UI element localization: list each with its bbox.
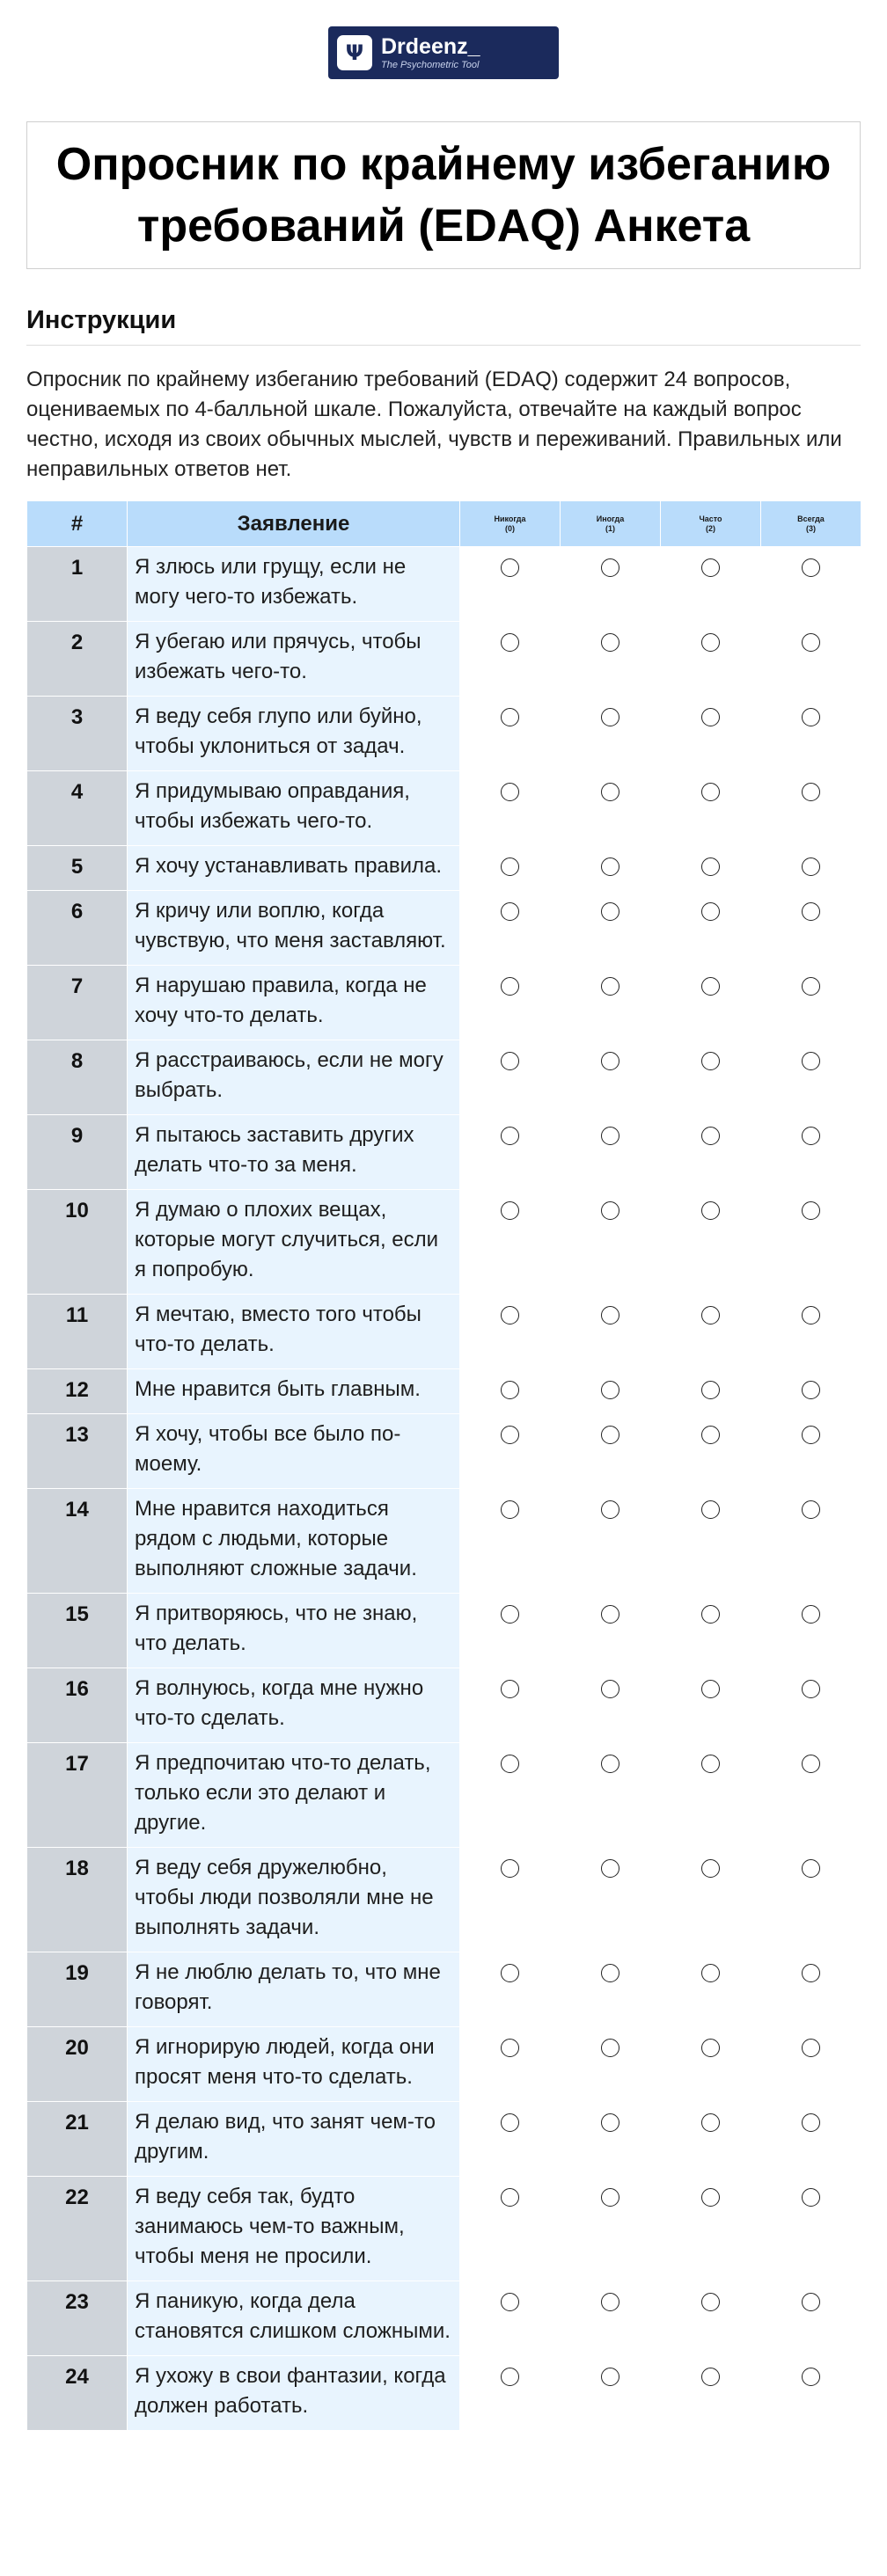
table-row (27, 846, 861, 891)
question-statement: Я расстраиваюсь, если не могу выбрать. (128, 1040, 460, 1115)
answer-cell (661, 1743, 761, 1848)
answer-radio[interactable] (501, 2188, 519, 2207)
question-number: 5 (27, 846, 128, 891)
answer-cell (761, 2027, 861, 2102)
answer-radio[interactable] (802, 1755, 820, 1773)
answer-cell (661, 846, 761, 891)
table-row (27, 1848, 861, 1952)
answer-cell (460, 1190, 561, 1295)
answer-cell (761, 697, 861, 771)
answer-cell (561, 2177, 661, 2281)
answer-radio[interactable] (501, 2039, 519, 2057)
answer-cell (661, 2102, 761, 2177)
answer-cell (761, 771, 861, 846)
answer-radio[interactable] (601, 1964, 619, 1982)
answer-cell (460, 1115, 561, 1190)
answer-cell (460, 547, 561, 622)
answer-radio[interactable] (802, 1605, 820, 1624)
answer-radio[interactable] (701, 633, 720, 652)
question-statement: Я веду себя так, будто занимаюсь чем-то важным, чтобы меня не просили. (128, 2177, 460, 2281)
answer-cell (561, 846, 661, 891)
question-statement: Я волнуюсь, когда мне нужно что-то сделать. (128, 1668, 460, 1743)
answer-cell (460, 771, 561, 846)
answer-radio[interactable] (701, 558, 720, 577)
answer-cell (661, 2027, 761, 2102)
answer-cell (561, 1668, 661, 1743)
logo-area (26, 0, 861, 121)
table-row (27, 697, 861, 771)
instructions-heading: Инструкции (26, 303, 861, 346)
table-row (27, 1414, 861, 1489)
answer-radio[interactable] (802, 1859, 820, 1878)
answer-radio[interactable] (802, 558, 820, 577)
table-row (27, 2102, 861, 2177)
answer-radio[interactable] (701, 1201, 720, 1220)
question-statement: Я веду себя глупо или буйно, чтобы уклониться от задач. (128, 697, 460, 771)
answer-radio[interactable] (701, 1306, 720, 1324)
answer-radio[interactable] (501, 708, 519, 726)
answer-cell (661, 547, 761, 622)
answer-cell (460, 1489, 561, 1594)
answer-radio[interactable] (601, 1755, 619, 1773)
answer-cell (460, 2102, 561, 2177)
answer-cell (460, 1295, 561, 1369)
table-row (27, 1952, 861, 2027)
answer-radio[interactable] (701, 2368, 720, 2386)
answer-radio[interactable] (501, 2113, 519, 2132)
answer-cell (661, 1115, 761, 1190)
table-header-row (27, 501, 861, 547)
answer-cell (561, 966, 661, 1040)
answer-radio[interactable] (701, 1127, 720, 1145)
answer-cell (561, 1848, 661, 1952)
answer-radio[interactable] (601, 1680, 619, 1698)
answer-radio[interactable] (701, 2113, 720, 2132)
answer-radio[interactable] (701, 857, 720, 876)
question-statement: Я нарушаю правила, когда не хочу что-то делать. (128, 966, 460, 1040)
answer-radio[interactable] (601, 558, 619, 577)
column-header-option: Всегда (3) (761, 501, 861, 547)
table-row (27, 2177, 861, 2281)
answer-cell (561, 1190, 661, 1295)
answer-radio[interactable] (601, 2293, 619, 2311)
table-row (27, 2281, 861, 2356)
answer-cell (661, 697, 761, 771)
question-number: 20 (27, 2027, 128, 2102)
answer-cell (761, 2102, 861, 2177)
answer-radio[interactable] (802, 2113, 820, 2132)
table-row (27, 547, 861, 622)
answer-cell (561, 622, 661, 697)
question-number: 17 (27, 1743, 128, 1848)
answer-radio[interactable] (701, 1755, 720, 1773)
table-row (27, 1295, 861, 1369)
answer-cell (561, 547, 661, 622)
answer-cell (561, 1115, 661, 1190)
column-header-number: # (27, 501, 128, 547)
answer-radio[interactable] (802, 1426, 820, 1444)
answer-radio[interactable] (701, 1680, 720, 1698)
answer-cell (460, 966, 561, 1040)
question-statement: Я мечтаю, вместо того чтобы что-то делать. (128, 1295, 460, 1369)
answer-radio[interactable] (802, 633, 820, 652)
answer-radio[interactable] (802, 1680, 820, 1698)
answer-radio[interactable] (601, 977, 619, 996)
answer-radio[interactable] (701, 1605, 720, 1624)
question-number: 14 (27, 1489, 128, 1594)
question-statement: Я предпочитаю что-то делать, только если это делают и другие. (128, 1743, 460, 1848)
answer-cell (761, 1369, 861, 1414)
answer-cell (460, 1952, 561, 2027)
answer-radio[interactable] (601, 2188, 619, 2207)
answer-cell (561, 2356, 661, 2431)
question-number: 7 (27, 966, 128, 1040)
answer-radio[interactable] (701, 2188, 720, 2207)
table-row (27, 891, 861, 966)
question-statement: Я пытаюсь заставить других делать что-то за меня. (128, 1115, 460, 1190)
answer-radio[interactable] (501, 1859, 519, 1878)
table-row (27, 771, 861, 846)
answer-radio[interactable] (501, 1052, 519, 1070)
answer-cell (661, 1414, 761, 1489)
answer-cell (761, 1668, 861, 1743)
answer-radio[interactable] (802, 2188, 820, 2207)
answer-radio[interactable] (501, 902, 519, 921)
answer-radio[interactable] (601, 708, 619, 726)
answer-cell (661, 891, 761, 966)
answer-radio[interactable] (601, 1426, 619, 1444)
answer-radio[interactable] (802, 2293, 820, 2311)
answer-cell (761, 846, 861, 891)
answer-cell (661, 2356, 761, 2431)
answer-radio[interactable] (701, 902, 720, 921)
answer-cell (460, 1369, 561, 1414)
answer-cell (761, 547, 861, 622)
question-statement: Я убегаю или прячусь, чтобы избежать чего-то. (128, 622, 460, 697)
question-number: 11 (27, 1295, 128, 1369)
answer-radio[interactable] (802, 857, 820, 876)
answer-radio[interactable] (601, 857, 619, 876)
answer-cell (561, 1594, 661, 1668)
answer-cell (761, 891, 861, 966)
question-statement: Я кричу или воплю, когда чувствую, что меня заставляют. (128, 891, 460, 966)
answer-cell (661, 1594, 761, 1668)
answer-radio[interactable] (501, 558, 519, 577)
answer-cell (460, 2281, 561, 2356)
answer-radio[interactable] (501, 1964, 519, 1982)
answer-cell (561, 2281, 661, 2356)
answer-cell (561, 1369, 661, 1414)
answer-radio[interactable] (601, 783, 619, 801)
question-number: 19 (27, 1952, 128, 2027)
answer-cell (460, 1848, 561, 1952)
answer-cell (661, 1952, 761, 2027)
answer-radio[interactable] (701, 1381, 720, 1399)
question-number: 23 (27, 2281, 128, 2356)
answer-radio[interactable] (601, 1201, 619, 1220)
answer-radio[interactable] (802, 1127, 820, 1145)
answer-radio[interactable] (701, 1500, 720, 1519)
answer-radio[interactable] (701, 1964, 720, 1982)
answer-radio[interactable] (501, 1381, 519, 1399)
answer-radio[interactable] (802, 902, 820, 921)
table-row (27, 2356, 861, 2431)
answer-radio[interactable] (802, 2039, 820, 2057)
answer-radio[interactable] (701, 2293, 720, 2311)
answer-cell (460, 1594, 561, 1668)
answer-radio[interactable] (601, 1500, 619, 1519)
answer-radio[interactable] (501, 1306, 519, 1324)
answer-cell (761, 1295, 861, 1369)
answer-radio[interactable] (501, 783, 519, 801)
answer-cell (661, 2177, 761, 2281)
logo (328, 26, 559, 79)
answer-cell (761, 1594, 861, 1668)
table-row (27, 1115, 861, 1190)
answer-radio[interactable] (701, 783, 720, 801)
question-number: 6 (27, 891, 128, 966)
answer-radio[interactable] (501, 1500, 519, 1519)
answer-cell (761, 1489, 861, 1594)
title-box (26, 121, 861, 269)
answer-cell (561, 771, 661, 846)
answer-radio[interactable] (802, 977, 820, 996)
answer-radio[interactable] (802, 708, 820, 726)
answer-radio[interactable] (802, 1500, 820, 1519)
question-number: 18 (27, 1848, 128, 1952)
question-statement: Я делаю вид, что занят чем-то другим. (128, 2102, 460, 2177)
answer-cell (761, 2356, 861, 2431)
table-row (27, 966, 861, 1040)
table-row (27, 1743, 861, 1848)
question-statement: Я притворяюсь, что не знаю, что делать. (128, 1594, 460, 1668)
question-number: 24 (27, 2356, 128, 2431)
question-statement: Я придумываю оправдания, чтобы избежать чего-то. (128, 771, 460, 846)
answer-cell (661, 2281, 761, 2356)
answer-radio[interactable] (802, 2368, 820, 2386)
answer-radio[interactable] (601, 902, 619, 921)
table-row (27, 2027, 861, 2102)
answer-radio[interactable] (601, 1127, 619, 1145)
answer-cell (460, 2356, 561, 2431)
answer-cell (761, 1040, 861, 1115)
page-title: Опросник по крайнему избеганию требований (EDAQ) Анкета (55, 139, 832, 252)
answer-radio[interactable] (501, 2368, 519, 2386)
column-header-option: Часто (2) (661, 501, 761, 547)
answer-cell (761, 622, 861, 697)
psi-logo-icon: Ψ (337, 35, 372, 70)
answer-radio[interactable] (601, 633, 619, 652)
answer-cell (561, 1489, 661, 1594)
answer-radio[interactable] (701, 2039, 720, 2057)
answer-cell (761, 1414, 861, 1489)
answer-radio[interactable] (601, 2113, 619, 2132)
answer-cell (460, 891, 561, 966)
question-statement: Я хочу, чтобы все было по-моему. (128, 1414, 460, 1489)
answer-cell (460, 2027, 561, 2102)
answer-cell (761, 2281, 861, 2356)
answer-cell (561, 2027, 661, 2102)
answer-cell (661, 1040, 761, 1115)
answer-radio[interactable] (601, 2368, 619, 2386)
instructions-text: Опросник по крайнему избеганию требований (EDAQ) содержит 24 вопросов, оцениваемых по 4-балльной шкале. Пожалуйста, отвечайте на каждый вопрос честно, исходя из своих обычных мыслей, чувств и переживаний. Правильных или неправильных ответов нет. (26, 368, 842, 481)
answer-radio[interactable] (802, 1381, 820, 1399)
answer-cell (761, 1743, 861, 1848)
column-header-option: Иногда (1) (561, 501, 661, 547)
question-statement: Я ухожу в свои фантазии, когда должен работать. (128, 2356, 460, 2431)
answer-cell (561, 2102, 661, 2177)
question-number: 22 (27, 2177, 128, 2281)
answer-cell (761, 966, 861, 1040)
answer-cell (561, 697, 661, 771)
question-number: 13 (27, 1414, 128, 1489)
answer-radio[interactable] (501, 633, 519, 652)
answer-radio[interactable] (501, 1680, 519, 1698)
answer-radio[interactable] (802, 1306, 820, 1324)
question-number: 2 (27, 622, 128, 697)
answer-radio[interactable] (701, 1859, 720, 1878)
table-row (27, 1489, 861, 1594)
answer-radio[interactable] (802, 1052, 820, 1070)
answer-radio[interactable] (501, 1426, 519, 1444)
answer-radio[interactable] (501, 1605, 519, 1624)
answer-cell (661, 1369, 761, 1414)
answer-cell (761, 1190, 861, 1295)
answer-cell (661, 771, 761, 846)
answer-radio[interactable] (802, 783, 820, 801)
answer-radio[interactable] (601, 2039, 619, 2057)
question-number: 9 (27, 1115, 128, 1190)
answer-cell (661, 1848, 761, 1952)
answer-cell (661, 966, 761, 1040)
question-number: 10 (27, 1190, 128, 1295)
question-number: 8 (27, 1040, 128, 1115)
answer-cell (761, 2177, 861, 2281)
question-statement: Мне нравится быть главным. (128, 1369, 460, 1414)
answer-radio[interactable] (701, 977, 720, 996)
table-row (27, 1190, 861, 1295)
answer-radio[interactable] (501, 1755, 519, 1773)
question-number: 3 (27, 697, 128, 771)
answer-radio[interactable] (501, 857, 519, 876)
answer-cell (661, 622, 761, 697)
answer-cell (460, 1040, 561, 1115)
table-row (27, 1040, 861, 1115)
question-statement: Я злюсь или грущу, если не могу чего-то избежать. (128, 547, 460, 622)
answer-cell (561, 1414, 661, 1489)
table-row (27, 1369, 861, 1414)
question-number: 21 (27, 2102, 128, 2177)
questionnaire-table (26, 500, 861, 2431)
column-header-option: Никогда (0) (460, 501, 561, 547)
answer-cell (460, 2177, 561, 2281)
table-row (27, 622, 861, 697)
answer-radio[interactable] (802, 1201, 820, 1220)
question-number: 4 (27, 771, 128, 846)
answer-radio[interactable] (601, 1381, 619, 1399)
answer-cell (661, 1190, 761, 1295)
answer-cell (561, 1295, 661, 1369)
answer-radio[interactable] (601, 1859, 619, 1878)
answer-radio[interactable] (501, 977, 519, 996)
answer-radio[interactable] (701, 708, 720, 726)
column-header-statement: Заявление (128, 501, 460, 547)
answer-cell (761, 1115, 861, 1190)
answer-cell (460, 1414, 561, 1489)
answer-cell (761, 1952, 861, 2027)
table-row (27, 1594, 861, 1668)
answer-cell (460, 846, 561, 891)
question-statement: Я хочу устанавливать правила. (128, 846, 460, 891)
question-statement: Я игнорирую людей, когда они просят меня что-то сделать. (128, 2027, 460, 2102)
answer-cell (561, 891, 661, 966)
answer-cell (561, 1743, 661, 1848)
answer-cell (661, 1489, 761, 1594)
answer-radio[interactable] (501, 1127, 519, 1145)
question-number: 12 (27, 1369, 128, 1414)
answer-cell (561, 1952, 661, 2027)
answer-radio[interactable] (601, 1052, 619, 1070)
answer-cell (661, 1295, 761, 1369)
question-statement: Я паникую, когда дела становятся слишком сложными. (128, 2281, 460, 2356)
answer-radio[interactable] (701, 1426, 720, 1444)
question-number: 16 (27, 1668, 128, 1743)
logo-name: Drdeenz_ (381, 33, 480, 59)
answer-cell (460, 697, 561, 771)
question-statement: Мне нравится находиться рядом с людьми, которые выполняют сложные задачи. (128, 1489, 460, 1594)
table-row (27, 1668, 861, 1743)
question-statement: Я не люблю делать то, что мне говорят. (128, 1952, 460, 2027)
answer-radio[interactable] (501, 1201, 519, 1220)
answer-cell (561, 1040, 661, 1115)
question-number: 15 (27, 1594, 128, 1668)
answer-radio[interactable] (501, 2293, 519, 2311)
answer-cell (460, 1743, 561, 1848)
answer-radio[interactable] (601, 1306, 619, 1324)
question-number: 1 (27, 547, 128, 622)
answer-radio[interactable] (802, 1964, 820, 1982)
answer-cell (460, 622, 561, 697)
question-statement: Я веду себя дружелюбно, чтобы люди позволяли мне не выполнять задачи. (128, 1848, 460, 1952)
question-statement: Я думаю о плохих вещах, которые могут случиться, если я попробую. (128, 1190, 460, 1295)
answer-cell (460, 1668, 561, 1743)
logo-tagline: The Psychometric Tool (381, 59, 480, 70)
answer-cell (761, 1848, 861, 1952)
answer-radio[interactable] (701, 1052, 720, 1070)
answer-cell (661, 1668, 761, 1743)
answer-radio[interactable] (601, 1605, 619, 1624)
